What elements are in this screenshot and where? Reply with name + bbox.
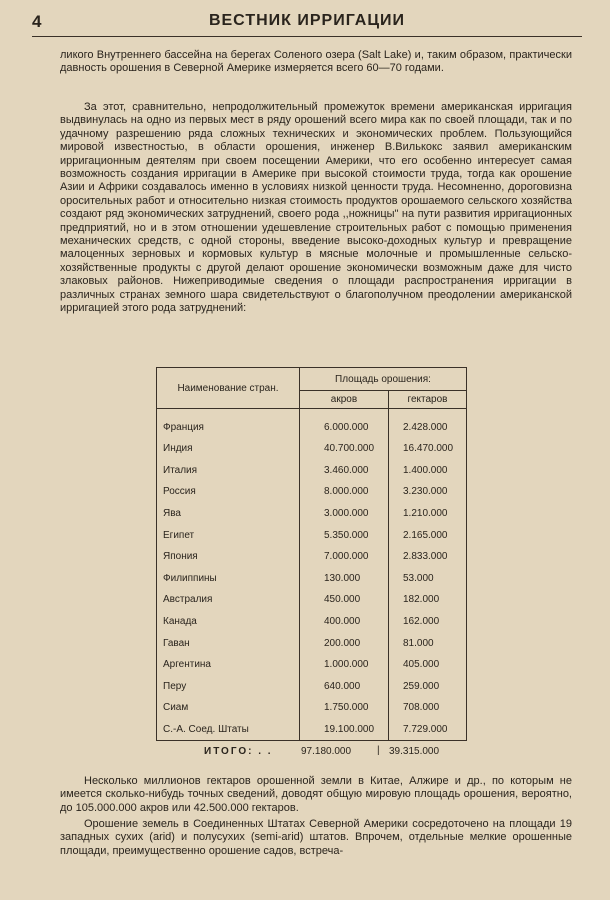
total-hectares: 39.315.000 — [389, 746, 440, 757]
country-cell: Индия — [157, 438, 300, 460]
country-column-header: Наименование стран. — [157, 368, 300, 409]
acres-cell: 1.750.000 — [300, 697, 389, 719]
acres-cell: 8.000.000 — [300, 481, 389, 503]
acres-cell: 200.000 — [300, 632, 389, 654]
hectares-column-header: гектаров — [388, 391, 466, 409]
hectares-cell: 7.729.000 — [388, 719, 466, 741]
country-cell: Перу — [157, 676, 300, 698]
hectares-cell: 81.000 — [388, 632, 466, 654]
table-row — [157, 546, 467, 568]
hectares-cell: 708.000 — [388, 697, 466, 719]
country-cell: Филиппины — [157, 568, 300, 590]
country-cell: Сиам — [157, 697, 300, 719]
intro-paragraph — [60, 101, 572, 316]
total-separator: | — [377, 745, 380, 756]
total-label: ИТОГО: . . — [204, 746, 273, 757]
country-cell: Италия — [157, 460, 300, 482]
acres-cell: 1.000.000 — [300, 654, 389, 676]
acres-cell: 130.000 — [300, 568, 389, 590]
table-row — [157, 589, 467, 611]
country-cell: С.-А. Соед. Штаты — [157, 719, 300, 741]
acres-cell: 400.000 — [300, 611, 389, 633]
country-cell: Канада — [157, 611, 300, 633]
acres-cell: 450.000 — [300, 589, 389, 611]
table-row — [157, 697, 467, 719]
country-cell: Франция — [157, 409, 300, 439]
country-cell: Египет — [157, 524, 300, 546]
hectares-cell: 405.000 — [388, 654, 466, 676]
country-cell: Аргентина — [157, 654, 300, 676]
irrigation-table — [156, 367, 467, 741]
journal-title: ВЕСТНИК ИРРИГАЦИИ — [208, 12, 406, 29]
acres-cell: 3.460.000 — [300, 460, 389, 482]
acres-column-header: акров — [300, 391, 389, 409]
country-cell: Гаван — [157, 632, 300, 654]
after-table-paragraph-1 — [60, 775, 572, 815]
table-row — [157, 568, 467, 590]
hectares-cell: 2.428.000 — [388, 409, 466, 439]
paragraph-text: Несколько миллионов гектаров орошенной земли в Китае, Алжире и др., по которым не имеется сколько-нибудь точных сведений, доводят общую мировую площадь орошения, вероятно, до 105.000.000 акров или 42.500.000 гектаров. — [60, 775, 572, 814]
table-row — [157, 524, 467, 546]
hectares-cell: 3.230.000 — [388, 481, 466, 503]
hectares-cell: 1.210.000 — [388, 503, 466, 525]
table-row — [157, 481, 467, 503]
hectares-cell: 259.000 — [388, 676, 466, 698]
acres-cell: 19.100.000 — [300, 719, 389, 741]
table-row — [157, 654, 467, 676]
acres-cell: 640.000 — [300, 676, 389, 698]
page-header — [32, 8, 582, 37]
hectares-cell: 2.165.000 — [388, 524, 466, 546]
table-row — [157, 632, 467, 654]
paragraph-text: За этот, сравнительно, непродолжительный промежуток времени американская ирригация выдвинулась на одно из первых мест в ряду орошений всего мира как по своей площади, так и по удачному разрешению ряда сложных технических и экономических проблем. Пользующийся мировой известностью, в области орошения, инженер В.Вилькокс заявил американским ирригационным деятелям при своем посещении Америки, что его особенно интересует самая возможность создания ирригации в Америке при высокой стоимости труда, тогда как орошение Азии и Африки создавалось именно в условиях низкой ценности труда. Несомненно, дороговизна оросительных работ и относительно низкая стоимость продуктов орошаемого сельского хозяйства создают ряд экономических затруднений, своего рода ,,ножницы" на пути развития ирригационных предприятий, но и в этом отношении удешевление строительных работ с помощью применения механических средств, с одной стороны, введение высоко-доходных культур и превращение малоценных зерновых и кормовых культур в мясные молочные и промышленные сельско-хозяйственные продукты с другой делают орошение экономически возможным даже для чисто злаковых районов. Нижеприводимые сведения о площади распространения ирригации в различных странах земного шара свидетельствуют о благополучном преодолении американской ирригацией этого рода затруднений: — [60, 101, 572, 315]
hectares-cell: 2.833.000 — [388, 546, 466, 568]
hectares-cell: 1.400.000 — [388, 460, 466, 482]
table-row — [157, 719, 467, 741]
paragraph-text: ликого Внутреннего бассейна на берегах Соленого озера (Salt Lake) и, таким образом, практически давность орошения в Северной Америке измеряется всего 60—70 годами. — [60, 49, 572, 75]
table-row — [157, 676, 467, 698]
total-acres: 97.180.000 — [301, 746, 352, 757]
table-row — [157, 460, 467, 482]
country-cell: Ява — [157, 503, 300, 525]
page-number: 4 — [32, 12, 42, 31]
hectares-cell: 16.470.000 — [388, 438, 466, 460]
hectares-cell: 53.000 — [388, 568, 466, 590]
table-row — [157, 611, 467, 633]
acres-cell: 5.350.000 — [300, 524, 389, 546]
hectares-cell: 162.000 — [388, 611, 466, 633]
acres-cell: 6.000.000 — [300, 409, 389, 439]
acres-cell: 7.000.000 — [300, 546, 389, 568]
paragraph-text: Орошение земель в Соединенных Штатах Северной Америки сосредоточено на площади 19 западных сухих (arid) и полусухих (semi-arid) штатов. Впрочем, отдельные мелкие орошенные площади, преимущественно орошение садов, встреча- — [60, 818, 572, 857]
table-row — [157, 438, 467, 460]
country-cell: Россия — [157, 481, 300, 503]
continued-paragraph — [60, 49, 572, 76]
acres-cell: 3.000.000 — [300, 503, 389, 525]
table-row — [157, 503, 467, 525]
country-cell: Австралия — [157, 589, 300, 611]
after-table-paragraph-2 — [60, 818, 572, 858]
area-column-header: Площадь орошения: — [300, 368, 467, 391]
acres-cell: 40.700.000 — [300, 438, 389, 460]
hectares-cell: 182.000 — [388, 589, 466, 611]
table-row — [157, 409, 467, 439]
country-cell: Япония — [157, 546, 300, 568]
